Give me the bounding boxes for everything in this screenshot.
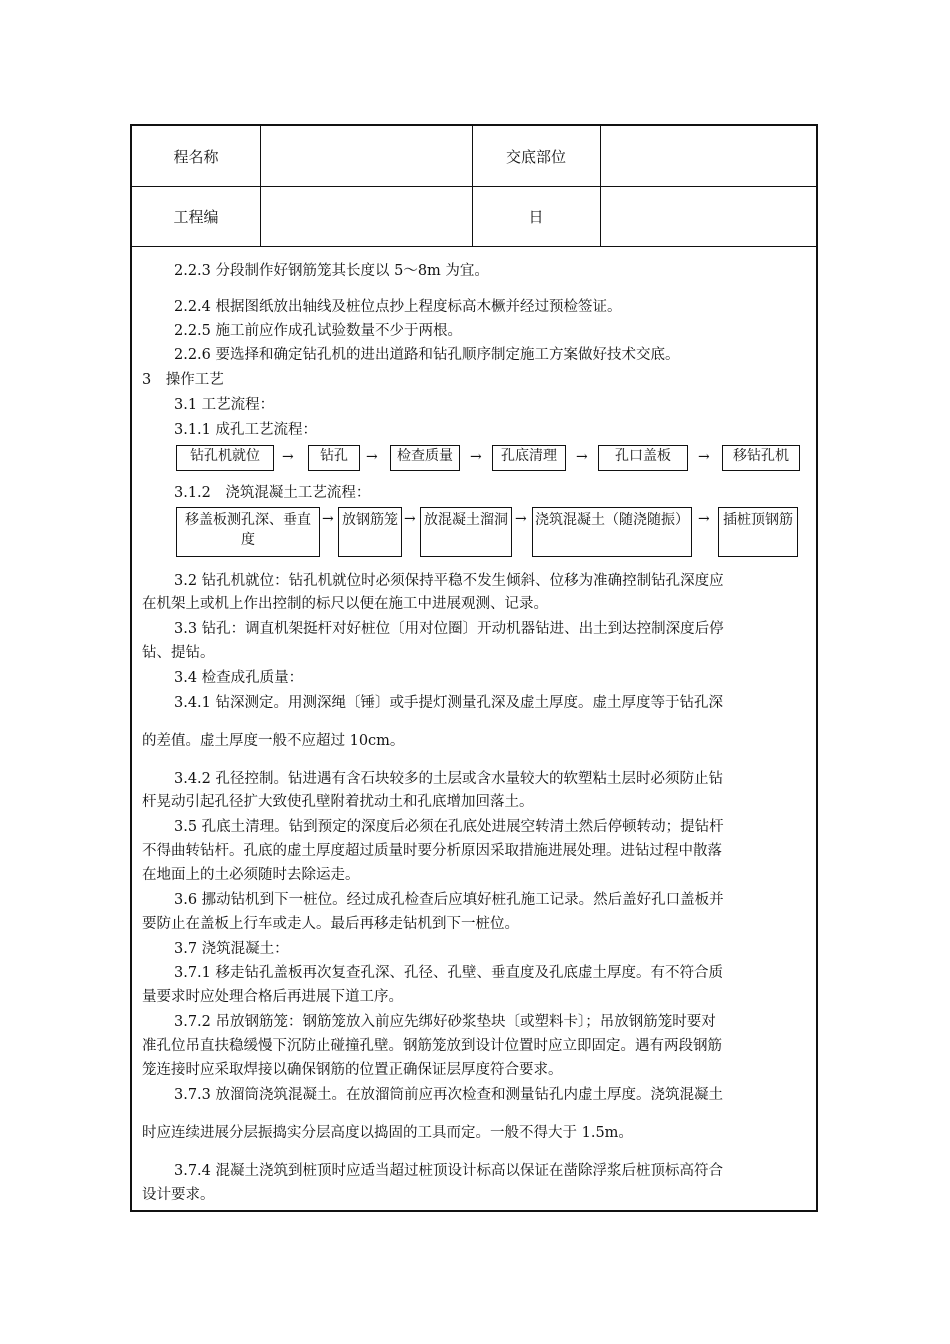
handover-part-value[interactable] [600,126,816,186]
text-line: 3.1.1 成孔工艺流程： [174,422,318,438]
handover-form [130,124,818,1212]
handover-part-label: 交底部位 [505,147,566,166]
text-line: 在地面上的土必须随时去除运走。 [142,867,360,883]
text-line: 3.1 工艺流程： [174,397,275,413]
project-name-label: 程名称 [173,147,219,166]
project-name-value[interactable] [260,126,472,186]
project-no-label: 工程编 [173,207,219,226]
arrow-icon: → [698,511,710,527]
header-row-2 [132,186,816,247]
flow-step: 放钢筋笼 [338,507,402,557]
text-line: 3.5 孔底土清理。钻到预定的深度后必须在孔底处进展空转清土然后停顿转动；提钻杆 [174,819,724,835]
flow-step: 孔口盖板 [598,445,688,471]
divider [472,126,473,246]
arrow-icon: → [404,511,416,527]
flow-step: 钻孔机就位 [176,445,274,471]
arrow-icon: → [322,511,334,527]
text-line: 在机架上或机上作出控制的标尺以便在施工中进展观测、记录。 [142,596,548,612]
header-row-1 [132,126,816,187]
text-line: 3.6 挪动钻机到下一桩位。经过成孔检查后应填好桩孔施工记录。然后盖好孔口盖板并 [174,892,724,908]
text-line: 的差值。虚土厚度一般不应超过 10cm。 [142,733,405,749]
text-line: 3.4.2 孔径控制。钻进遇有含石块较多的土层或含水量较大的软塑粘土层时必须防止钻 [174,771,724,787]
text-line: 3.2 钻孔机就位：钻孔机就位时必须保持平稳不发生倾斜、位移为准确控制钻孔深度应 [174,573,724,589]
text-line: 3.4.1 钻深测定。用测深绳〔锤〕或手提灯测量孔深及虚土厚度。虚土厚度等于钻孔深 [174,695,724,711]
arrow-icon: → [470,449,482,465]
flow-step: 移钻孔机 [722,445,800,471]
arrow-icon: → [515,511,527,527]
text-line: 3.7 浇筑混凝土： [174,941,289,957]
project-no-value[interactable] [260,186,472,246]
text-line: 3.7.4 混凝土浇筑到桩顶时应适当超过桩顶设计标高以保证在凿除浮浆后桩顶标高符合 [174,1163,724,1179]
flow-step: 钻孔 [308,445,360,471]
text-line: 3.1.2 浇筑混凝土工艺流程： [174,485,371,501]
text-line: 3.3 钻孔：调直机架挺杆对好桩位〔用对位圈〕开动机器钻进、出土到达控制深度后停 [174,621,724,637]
text-line: 3.4 检查成孔质量： [174,670,304,686]
flow-step: 放混凝土溜洞 [420,507,512,557]
arrow-icon: → [576,449,588,465]
text-line: 3.7.1 移走钻孔盖板再次复查孔深、孔径、孔壁、垂直度及孔底虚土厚度。有不符合质 [174,965,724,981]
section-heading: 3 操作工艺 [142,372,224,388]
flow-step: 浇筑混凝土（随浇随振） [532,507,692,557]
text-line: 时应连续进展分层振捣实分层高度以捣固的工具而定。一般不得大于 1.5m。 [142,1125,633,1141]
text-line: 准孔位吊直扶稳缓慢下沉防止碰撞孔壁。钢筋笼放到设计位置时应立即固定。遇有两段钢筋 [142,1038,722,1054]
date-value[interactable] [600,186,816,246]
text-line: 设计要求。 [142,1187,215,1203]
arrow-icon: → [698,449,710,465]
arrow-icon: → [366,449,378,465]
text-line: 2.2.6 要选择和确定钻孔机的进出道路和钻孔顺序制定施工方案做好技术交底。 [174,347,680,363]
text-line: 量要求时应处理合格后再进展下道工序。 [142,989,403,1005]
divider [260,126,261,246]
text-line: 钻、提钻。 [142,645,215,661]
text-line: 3.7.3 放溜筒浇筑混凝土。在放溜筒前应再次检查和测量钻孔内虚土厚度。浇筑混凝土 [174,1087,724,1103]
arrow-icon: → [282,449,294,465]
flow-step: 检查质量 [390,445,460,471]
text-line: 杆晃动引起孔径扩大致使孔壁附着扰动土和孔底增加回落土。 [142,794,534,810]
flow-step: 移盖板测孔深、垂直度 [176,507,320,557]
text-line: 要防止在盖板上行车或走人。最后再移走钻机到下一桩位。 [142,916,519,932]
flow-step: 插桩顶钢筋 [718,507,798,557]
date-label: 日 [528,207,544,226]
text-line: 2.2.3 分段制作好钢筋笼其长度以 5～8m 为宜。 [174,263,489,279]
text-line: 不得曲转钻杆。孔底的虚土厚度超过质量时要分析原因采取措施进展处理。进钻过程中散落 [142,843,722,859]
flow-step: 孔底清理 [492,445,566,471]
text-line: 2.2.5 施工前应作成孔试验数量不少于两根。 [174,323,463,339]
text-line: 笼连接时应采取焊接以确保钢筋的位置正确保证层厚度符合要求。 [142,1062,563,1078]
divider [600,126,601,246]
text-line: 2.2.4 根据图纸放出轴线及桩位点抄上程度标高木橛并经过预检签证。 [174,299,622,315]
text-line: 3.7.2 吊放钢筋笼：钢筋笼放入前应先绑好砂浆垫块〔或塑料卡〕；吊放钢筋笼时要对 [174,1014,716,1030]
